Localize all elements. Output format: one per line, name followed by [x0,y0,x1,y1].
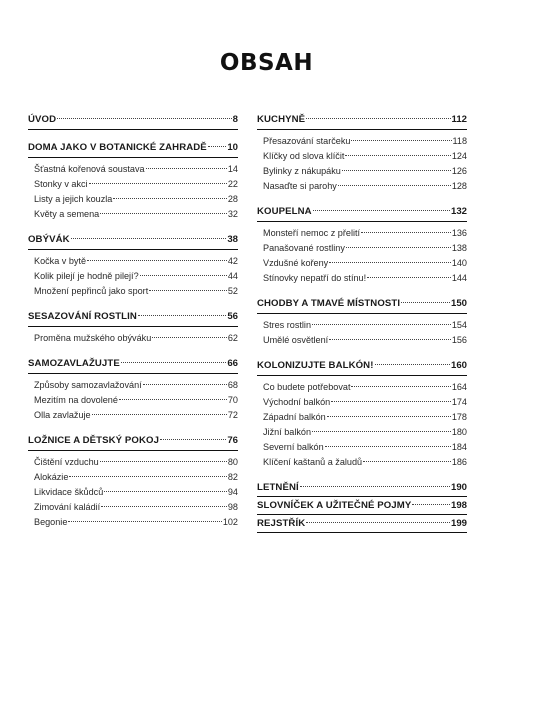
toc-subentry[interactable] [28,331,238,346]
toc-subentry[interactable] [28,500,238,515]
page-number: 140 [451,258,467,268]
entry-label: Proměna mužského obýváku [34,333,152,343]
toc-subentry[interactable] [257,241,467,256]
toc-left-column [28,112,238,540]
page-number: 160 [450,360,467,371]
toc-chapter-heading[interactable] [257,516,467,531]
entry-label: SLOVNÍČEK A UŽITEČNÉ POJMY [257,500,412,511]
toc-subentry[interactable] [28,284,238,299]
dot-leader [89,183,227,184]
entry-label: LETNĚNÍ [257,482,299,493]
toc-section [28,112,238,130]
section-divider [28,450,238,451]
entry-label: Přesazování starčeku [263,136,351,146]
page-number: 32 [227,209,238,219]
dot-leader [71,238,227,239]
toc-subentry[interactable] [257,380,467,395]
toc-subentry[interactable] [257,134,467,149]
toc-subentry[interactable] [257,271,467,286]
dot-leader [68,521,221,522]
section-divider [28,326,238,327]
toc-chapter-heading[interactable] [28,232,238,247]
entry-label: Alokázie [34,472,69,482]
dot-leader [69,476,227,477]
page-number: 80 [227,457,238,467]
entry-label: LOŽNICE A DĚTSKÝ POKOJ [28,435,160,446]
toc-subentry[interactable] [257,256,467,271]
toc-chapter-heading[interactable] [28,140,238,155]
dot-leader [146,168,227,169]
entry-label: Květy a semena [34,209,100,219]
page-number: 72 [227,410,238,420]
page-number: 76 [227,435,238,446]
page-number: 118 [452,136,467,146]
entry-label: KOLONIZUJTE BALKÓN! [257,360,374,371]
toc-chapter-heading[interactable] [257,296,467,311]
section-divider [28,157,238,158]
page-number: 28 [227,194,238,204]
toc-subentry[interactable] [257,455,467,470]
section-divider [28,249,238,250]
dot-leader [375,364,450,365]
dot-leader [160,439,226,440]
page-number: 138 [451,243,467,253]
dot-leader [312,324,451,325]
dot-leader [327,416,451,417]
page-number: 128 [451,181,467,191]
page-number: 184 [451,442,467,452]
toc-subentry[interactable] [257,318,467,333]
page-number: 22 [227,179,238,189]
entry-label: Stonky v akci [34,179,88,189]
page-number: 174 [451,397,467,407]
toc-subentry[interactable] [28,408,238,423]
entry-label: Vzdušné kořeny [263,258,329,268]
dot-leader [119,399,227,400]
page-number: 8 [232,114,238,125]
entry-label: Listy a jejich kouzla [34,194,113,204]
page-number: 42 [227,256,238,266]
toc-subentry[interactable] [257,226,467,241]
entry-label: Množení pepřinců jako sport [34,286,149,296]
page-number: 44 [227,271,238,281]
entry-label: SAMOZAVLAŽUJTE [28,358,120,369]
entry-label: Kočka v bytě [34,256,87,266]
page-number: 150 [450,298,467,309]
entry-label: Olla zavlažuje [34,410,91,420]
page-number: 190 [450,482,467,493]
page-number: 70 [227,395,238,405]
dot-leader [87,260,227,261]
page-number: 14 [227,164,238,174]
entry-label: Monsteří nemoc z přelití [263,228,361,238]
toc-subentry[interactable] [28,455,238,470]
toc-section [257,204,467,286]
dot-leader [363,461,451,462]
toc-section [28,356,238,423]
dot-leader [351,140,451,141]
dot-leader [331,401,451,402]
section-divider [28,129,238,130]
dot-leader [121,362,227,363]
section-divider [257,375,467,376]
toc-subentry[interactable] [257,410,467,425]
page-number: 132 [450,206,467,217]
toc-subentry[interactable] [28,192,238,207]
entry-label: Bylinky z nákupáku [263,166,341,176]
dot-leader [329,339,451,340]
entry-label: Způsoby samozavlažování [34,380,142,390]
entry-label: Šťastná kořenová soustava [34,164,145,174]
page-number: 126 [451,166,467,176]
page-number: 112 [451,114,467,125]
dot-leader [57,118,232,119]
page-number: 186 [451,457,467,467]
toc-subentry[interactable] [28,207,238,222]
entry-label: Klíčky od slova klíčit [263,151,345,161]
dot-leader [306,118,450,119]
page-number: 124 [451,151,467,161]
dot-leader [401,302,450,303]
dot-leader [100,461,227,462]
page-number: 10 [227,142,238,153]
entry-label: Čištění vzduchu [34,457,99,467]
dot-leader [113,198,227,199]
page-number: 164 [451,382,467,392]
toc-section [28,140,238,222]
entry-label: Co budete potřebovat [263,382,351,392]
page-number: 52 [227,286,238,296]
dot-leader [367,277,451,278]
toc-section [28,309,238,346]
entry-label: Likvidace škůdců [34,487,104,497]
dot-leader [101,506,227,507]
dot-leader [361,232,451,233]
page-number: 82 [227,472,238,482]
toc-subentry[interactable] [28,177,238,192]
dot-leader [345,155,450,156]
dot-leader [143,384,227,385]
page-number: 136 [451,228,467,238]
entry-label: Mezitím na dovolené [34,395,118,405]
toc-chapter-heading[interactable] [28,112,238,127]
dot-leader [338,185,451,186]
toc-chapter-heading[interactable] [257,112,467,127]
toc-subentry[interactable] [28,485,238,500]
toc-subentry[interactable] [28,269,238,284]
page-number: 68 [227,380,238,390]
page-number: 199 [450,518,467,529]
toc-subentry[interactable] [257,395,467,410]
page-number: 38 [227,234,238,245]
entry-label: Zimování kaládií [34,502,101,512]
toc-chapter-heading[interactable] [28,433,238,448]
toc-section [28,232,238,299]
toc-chapter-heading[interactable] [257,480,467,495]
page-number: 56 [227,311,238,322]
dot-leader [92,414,227,415]
page-title: OBSAH [219,50,314,76]
dot-leader [313,210,450,211]
toc-subentry[interactable] [28,378,238,393]
entry-label: Západní balkón [263,412,326,422]
dot-leader [149,290,227,291]
entry-label: OBÝVÁK [28,234,70,245]
dot-leader [351,386,450,387]
entry-label: Panašované rostliny [263,243,345,253]
toc-chapter-heading[interactable] [28,309,238,324]
toc-chapter-heading[interactable] [257,498,467,513]
entry-label: Umělé osvětlení [263,335,329,345]
dot-leader [306,522,450,523]
dot-leader [100,213,227,214]
dot-leader [140,275,227,276]
entry-label: CHODBY A TMAVÉ MÍSTNOSTI [257,298,401,309]
entry-label: Nasaďte si parohy [263,181,337,191]
toc-section [28,433,238,530]
toc-subentry[interactable] [257,149,467,164]
toc-chapter-heading[interactable] [257,358,467,373]
dot-leader [208,146,227,147]
entry-label: SESAZOVÁNÍ ROSTLIN [28,311,137,322]
entry-label: Kolik pilejí je hodně pilejí? [34,271,139,281]
toc-chapter-heading[interactable] [257,204,467,219]
toc-section [257,480,467,497]
dot-leader [325,446,451,447]
entry-label: Stínovky nepatří do stínu! [263,273,367,283]
page-number: 102 [222,517,238,527]
page-number: 198 [450,500,467,511]
section-divider [28,373,238,374]
dot-leader [342,170,451,171]
toc-subentry[interactable] [257,425,467,440]
page-number: 154 [451,320,467,330]
page-number: 178 [451,412,467,422]
page-number: 144 [451,273,467,283]
dot-leader [152,337,227,338]
entry-label: KOUPELNA [257,206,312,217]
section-divider [257,129,467,130]
dot-leader [329,262,451,263]
entry-label: Severní balkón [263,442,324,452]
entry-label: Jižní balkón [263,427,312,437]
toc-subentry[interactable] [28,393,238,408]
dot-leader [300,486,450,487]
toc-section [257,296,467,348]
toc-subentry[interactable] [257,179,467,194]
section-divider [257,221,467,222]
entry-label: Klíčení kaštanů a žaludů [263,457,363,467]
page-number: 94 [227,487,238,497]
toc-section [257,498,467,515]
section-divider [257,496,467,497]
toc-section [257,358,467,470]
entry-label: DOMA JAKO V BOTANICKÉ ZAHRADĚ [28,142,207,153]
toc-subentry[interactable] [257,164,467,179]
dot-leader [346,247,451,248]
toc-subentry[interactable] [28,162,238,177]
toc-subentry[interactable] [257,333,467,348]
toc-subentry[interactable] [28,254,238,269]
entry-label: Východní balkón [263,397,331,407]
section-divider [257,514,467,515]
entry-label: Begonie [34,517,68,527]
section-divider [257,532,467,533]
page-number: 66 [227,358,238,369]
entry-label: KUCHYNĚ [257,114,306,125]
toc-subentry[interactable] [28,515,238,530]
section-divider [257,313,467,314]
entry-label: REJSTŘÍK [257,518,306,529]
toc-chapter-heading[interactable] [28,356,238,371]
toc-section [257,112,467,194]
dot-leader [312,431,451,432]
toc-subentry[interactable] [28,470,238,485]
entry-label: Stres rostlin [263,320,312,330]
toc-right-column [257,112,467,534]
toc-subentry[interactable] [257,440,467,455]
toc-section [257,516,467,533]
dot-leader [412,504,450,505]
page-number: 98 [227,502,238,512]
page-number: 180 [451,427,467,437]
dot-leader [138,315,226,316]
entry-label: ÚVOD [28,114,57,125]
dot-leader [104,491,227,492]
page-number: 156 [451,335,467,345]
page-number: 62 [227,333,238,343]
